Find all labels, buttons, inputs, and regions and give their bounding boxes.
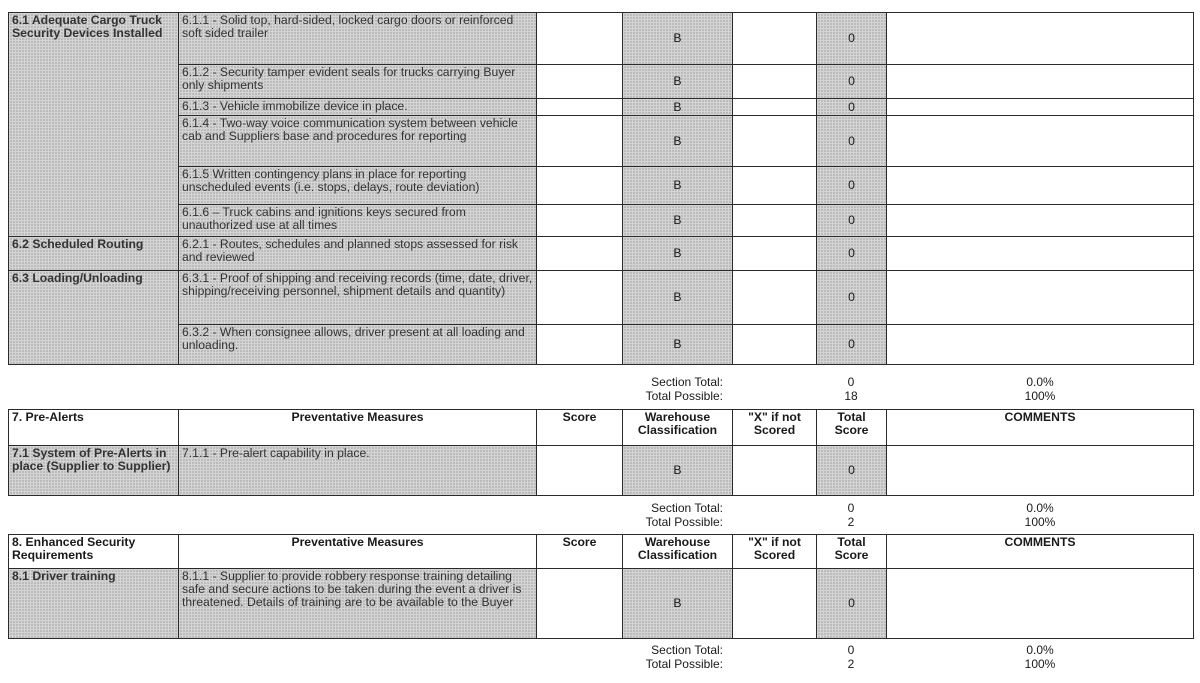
total-score-cell: 0: [817, 99, 887, 116]
area-label: 8.1 Driver training: [9, 569, 179, 639]
section-8-summary: [0, 644, 1200, 674]
score-cell[interactable]: [537, 65, 623, 99]
score-cell[interactable]: [537, 237, 623, 271]
comments-cell[interactable]: [887, 446, 1194, 496]
table-row: [9, 271, 1194, 325]
classification-cell: B: [623, 569, 733, 639]
not-scored-cell[interactable]: [733, 65, 817, 99]
measure-text: 6.1.3 - Vehicle immobilize device in place.: [179, 99, 537, 116]
column-header-not-scored: "X" if not Scored: [733, 410, 817, 446]
total-score-cell: 0: [817, 325, 887, 365]
total-score-cell: 0: [817, 446, 887, 496]
not-scored-cell[interactable]: [733, 167, 817, 205]
area-label: 6.1 Adequate Cargo Truck Security Devices Installed: [9, 13, 179, 237]
column-header-measures: Preventative Measures: [179, 535, 537, 569]
measure-text: 6.3.1 - Proof of shipping and receiving records (time, date, driver, shipping/receiving personnel, shipment details and quantity): [179, 271, 537, 325]
comments-cell[interactable]: [887, 569, 1194, 639]
comments-cell[interactable]: [887, 237, 1194, 271]
column-header-classification: Warehouse Classification: [623, 535, 733, 569]
not-scored-cell[interactable]: [733, 325, 817, 365]
total-score-cell: 0: [817, 116, 887, 167]
score-cell[interactable]: [537, 205, 623, 237]
total-score-cell: 0: [817, 65, 887, 99]
not-scored-cell[interactable]: [733, 446, 817, 496]
section-total-percent: 0.0%: [1026, 501, 1054, 515]
total-possible-percent: 100%: [1024, 515, 1056, 529]
classification-cell: B: [623, 325, 733, 365]
column-header-comments: COMMENTS: [887, 410, 1194, 446]
total-score-cell: 0: [817, 205, 887, 237]
column-header-measures: Preventative Measures: [179, 410, 537, 446]
classification-cell: B: [623, 167, 733, 205]
total-possible-percent: 100%: [1024, 657, 1056, 671]
score-cell[interactable]: [537, 116, 623, 167]
section-total-value: 0: [847, 375, 855, 389]
comments-cell[interactable]: [887, 13, 1194, 65]
total-possible-value: 2: [847, 657, 855, 671]
header-row: [9, 535, 1194, 569]
section-total-value: 0: [847, 643, 855, 657]
table-row: [9, 446, 1194, 496]
not-scored-cell[interactable]: [733, 569, 817, 639]
section-8-table: [8, 534, 1194, 639]
section-total-value: 0: [847, 501, 855, 515]
table-row: [9, 325, 1194, 365]
total-possible-percent: 100%: [1024, 389, 1056, 403]
table-row: [9, 569, 1194, 639]
measure-text: 6.1.2 - Security tamper evident seals for trucks carrying Buyer only shipments: [179, 65, 537, 99]
measure-text: 8.1.1 - Supplier to provide robbery response training detailing safe and secure actions to be taken during the event a driver is threatened. Details of training are to be available to the Buyer: [179, 569, 537, 639]
score-cell[interactable]: [537, 569, 623, 639]
section-total-percent: 0.0%: [1026, 375, 1054, 389]
classification-cell: B: [623, 205, 733, 237]
comments-cell[interactable]: [887, 65, 1194, 99]
total-score-cell: 0: [817, 569, 887, 639]
classification-cell: B: [623, 13, 733, 65]
total-score-cell: 0: [817, 237, 887, 271]
measure-text: 6.1.6 – Truck cabins and ignitions keys secured from unauthorized use at all times: [179, 205, 537, 237]
total-possible-label: Total Possible:: [645, 515, 723, 529]
table-row: [9, 13, 1194, 65]
table-row: [9, 116, 1194, 167]
table-row: [9, 205, 1194, 237]
header-row: [9, 410, 1194, 446]
section-7-summary: [0, 502, 1200, 532]
section-6-summary: [0, 376, 1200, 406]
classification-cell: B: [623, 271, 733, 325]
classification-cell: B: [623, 237, 733, 271]
measure-text: 6.1.4 - Two-way voice communication system between vehicle cab and Suppliers base and procedures for reporting: [179, 116, 537, 167]
area-label: 7.1 System of Pre-Alerts in place (Supplier to Supplier): [9, 446, 179, 496]
score-cell[interactable]: [537, 325, 623, 365]
total-possible-value: 2: [847, 515, 855, 529]
column-header-total-score: Total Score: [817, 410, 887, 446]
classification-cell: B: [623, 65, 733, 99]
section-total-percent: 0.0%: [1026, 643, 1054, 657]
not-scored-cell[interactable]: [733, 271, 817, 325]
measure-text: 6.3.2 - When consignee allows, driver present at all loading and unloading.: [179, 325, 537, 365]
comments-cell[interactable]: [887, 205, 1194, 237]
comments-cell[interactable]: [887, 271, 1194, 325]
measure-text: 6.1.1 - Solid top, hard-sided, locked cargo doors or reinforced soft sided trailer: [179, 13, 537, 65]
section-title: 8. Enhanced Security Requirements: [9, 535, 179, 569]
total-possible-label: Total Possible:: [645, 389, 723, 403]
score-cell[interactable]: [537, 99, 623, 116]
section-total-label: Section Total:: [651, 643, 723, 657]
score-cell[interactable]: [537, 167, 623, 205]
column-header-total-score: Total Score: [817, 535, 887, 569]
total-score-cell: 0: [817, 271, 887, 325]
section-6-table: [8, 12, 1194, 365]
measure-text: 6.2.1 - Routes, schedules and planned stops assessed for risk and reviewed: [179, 237, 537, 271]
classification-cell: B: [623, 116, 733, 167]
comments-cell[interactable]: [887, 99, 1194, 116]
table-row: [9, 65, 1194, 99]
total-score-cell: 0: [817, 13, 887, 65]
not-scored-cell[interactable]: [733, 116, 817, 167]
total-possible-value: 18: [844, 389, 858, 403]
classification-cell: B: [623, 446, 733, 496]
score-cell[interactable]: [537, 271, 623, 325]
measure-text: 6.1.5 Written contingency plans in place for reporting unscheduled events (i.e. stops, delays, route deviation): [179, 167, 537, 205]
section-total-label: Section Total:: [651, 501, 723, 515]
column-header-comments: COMMENTS: [887, 535, 1194, 569]
area-label: 6.3 Loading/Unloading: [9, 271, 179, 365]
column-header-classification: Warehouse Classification: [623, 410, 733, 446]
table-row: [9, 99, 1194, 116]
column-header-not-scored: "X" if not Scored: [733, 535, 817, 569]
total-possible-label: Total Possible:: [645, 657, 723, 671]
column-header-score: Score: [537, 410, 623, 446]
not-scored-cell[interactable]: [733, 13, 817, 65]
not-scored-cell[interactable]: [733, 237, 817, 271]
not-scored-cell[interactable]: [733, 99, 817, 116]
total-score-cell: 0: [817, 167, 887, 205]
comments-cell[interactable]: [887, 116, 1194, 167]
comments-cell[interactable]: [887, 325, 1194, 365]
table-row: [9, 167, 1194, 205]
score-cell[interactable]: [537, 446, 623, 496]
section-title: 7. Pre-Alerts: [9, 410, 179, 446]
comments-cell[interactable]: [887, 167, 1194, 205]
classification-cell: B: [623, 99, 733, 116]
area-label: 6.2 Scheduled Routing: [9, 237, 179, 271]
section-7-table: [8, 409, 1194, 496]
table-row: [9, 237, 1194, 271]
not-scored-cell[interactable]: [733, 205, 817, 237]
column-header-score: Score: [537, 535, 623, 569]
section-total-label: Section Total:: [651, 375, 723, 389]
score-cell[interactable]: [537, 13, 623, 65]
measure-text: 7.1.1 - Pre-alert capability in place.: [179, 446, 537, 496]
